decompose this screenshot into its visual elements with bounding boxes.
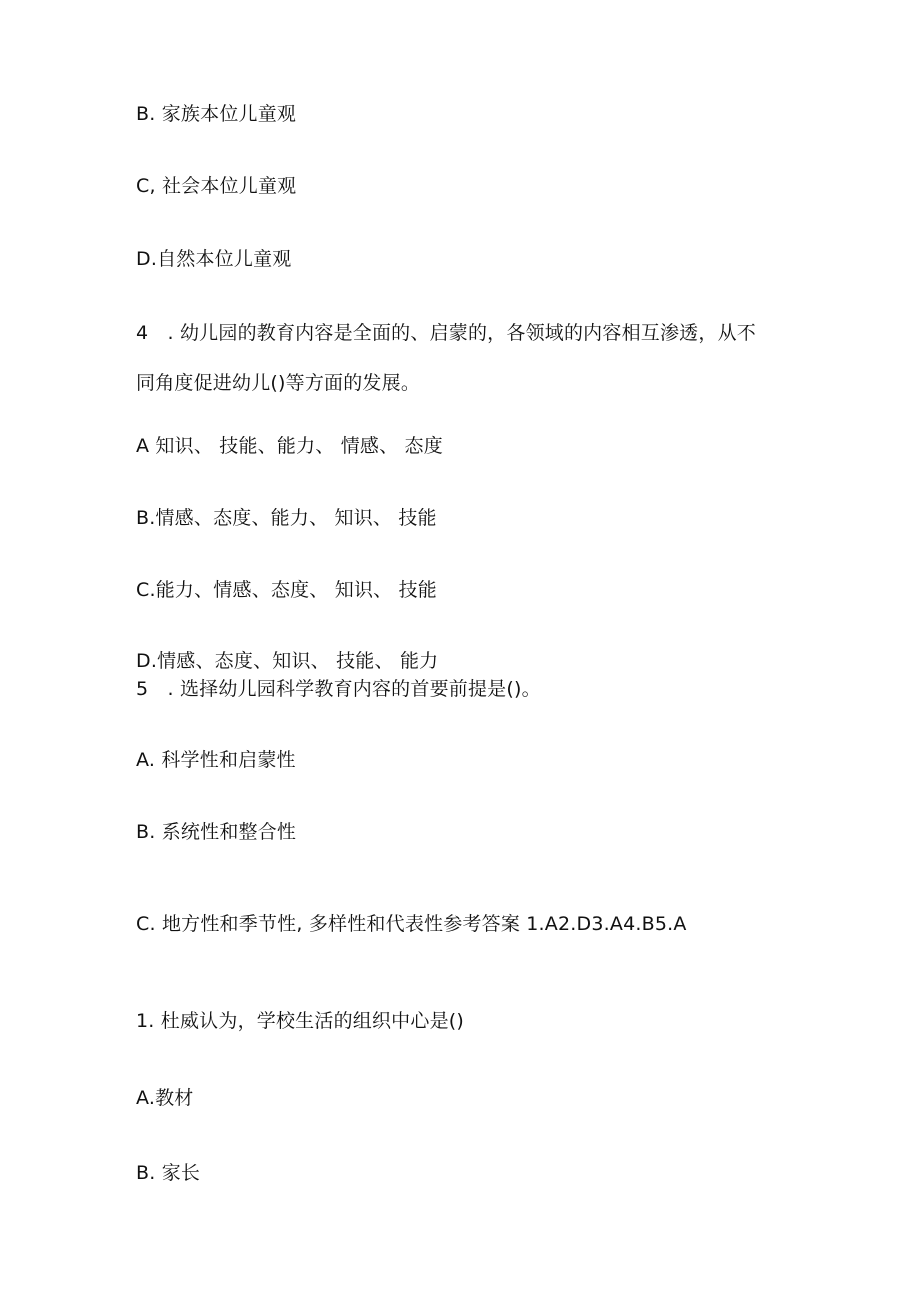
q5-option-c-and-answers: C. 地方性和季节性, 多样性和代表性参考答案 1.A2.D3.A4.B5.A: [136, 913, 687, 935]
q4-option-a: A 知识、 技能、能力、 情感、 态度: [136, 435, 443, 457]
q1-option-b: B. 家长: [136, 1162, 201, 1184]
q3-option-c: C, 社会本位儿童观: [136, 175, 297, 197]
q5-option-a: A. 科学性和启蒙性: [136, 749, 296, 771]
q4-option-d: D.情感、态度、知识、 技能、 能力: [136, 650, 439, 672]
q4-option-b: B.情感、态度、能力、 知识、 技能: [136, 507, 437, 529]
q5-stem: 5 . 选择幼儿园科学教育内容的首要前提是()。: [136, 678, 541, 700]
q4-stem-line-1: 4 . 幼儿园的教育内容是全面的、启蒙的，各领域的内容相互渗透，从不: [136, 322, 756, 344]
q5-option-b: B. 系统性和整合性: [136, 821, 297, 843]
q3-option-d: D.自然本位儿童观: [136, 248, 292, 270]
q4-option-c: C.能力、情感、态度、 知识、 技能: [136, 579, 437, 601]
q4-stem-line-2: 同角度促进幼儿()等方面的发展。: [136, 372, 421, 394]
q1-stem: 1. 杜威认为，学校生活的组织中心是(): [136, 1010, 464, 1032]
q1-option-a: A.教材: [136, 1087, 194, 1109]
q3-option-b: B. 家族本位儿童观: [136, 103, 297, 125]
